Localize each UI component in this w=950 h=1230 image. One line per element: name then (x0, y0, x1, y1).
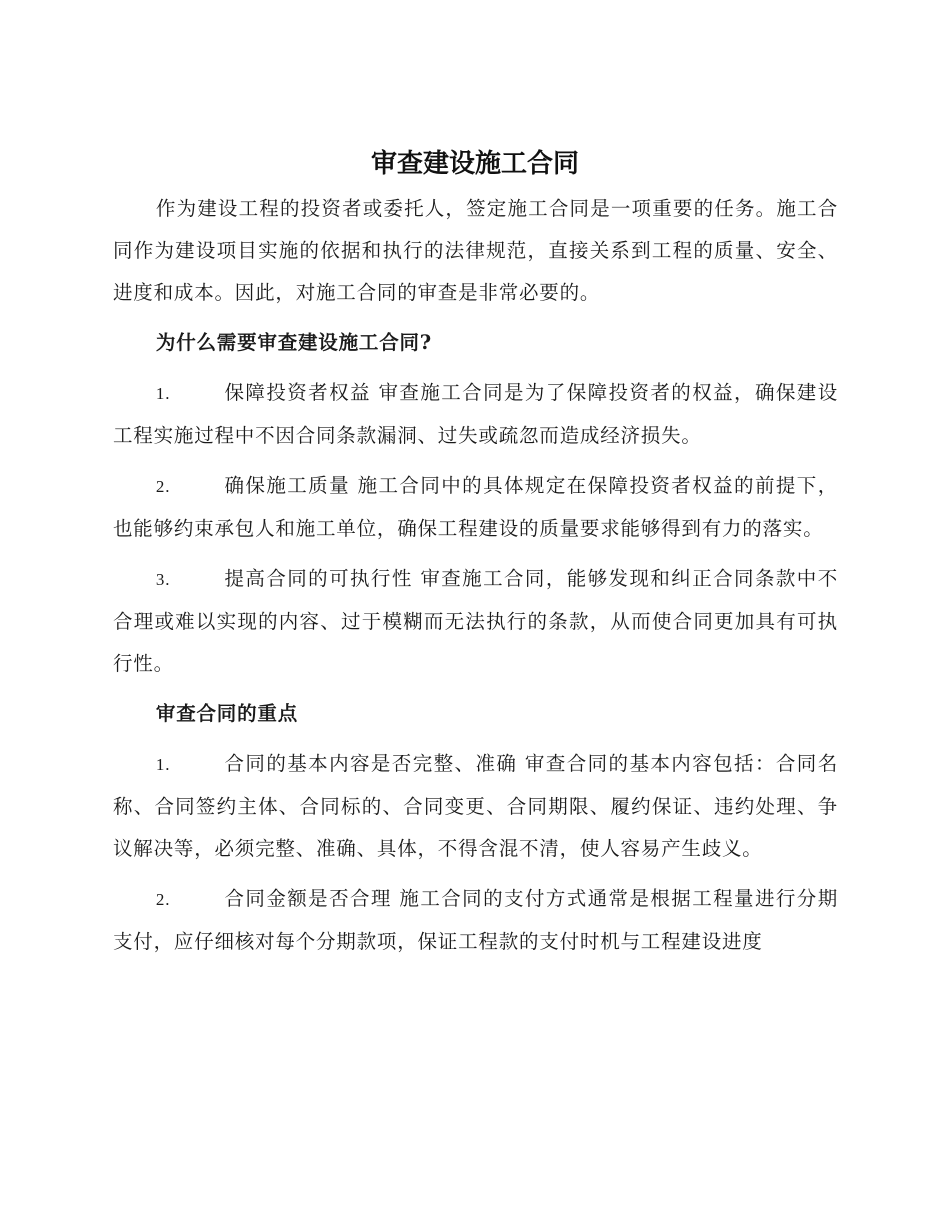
list-item-text: 合同金额是否合理 施工合同的支付方式通常是根据工程量进行分期支付，应仔细核对每个分期款项，保证工程款的支付时机与工程建设进度 (113, 887, 838, 953)
section-heading-why: 为什么需要审查建设施工合同? (155, 331, 433, 354)
list-item-number: 3. (155, 570, 171, 589)
list-item (113, 558, 838, 685)
list-item (113, 465, 838, 550)
list-item-text: 提高合同的可执行性 审查施工合同，能够发现和纠正合同条款中不合理或难以实现的内容、过于模糊而无法执行的条款，从而使合同更加具有可执行性。 (113, 567, 838, 675)
list-item-text: 确保施工质量 施工合同中的具体规定在保障投资者权益的前提下，也能够约束承包人和施工单位，确保工程建设的质量要求能够得到有力的落实。 (113, 474, 838, 540)
section-heading-key-points: 审查合同的重点 (155, 702, 298, 725)
document-title: 审查建设施工合同 (370, 149, 579, 179)
list-item-number: 2. (155, 890, 171, 909)
list-item-number: 2. (155, 477, 171, 496)
list-item-text: 合同的基本内容是否完整、准确 审查合同的基本内容包括：合同名称、合同签约主体、合同标的、合同变更、合同期限、履约保证、违约处理、争议解决等，必须完整、准确、具体，不得含混不清，使人容易产生歧义。 (113, 752, 838, 860)
list-item-number: 1. (155, 384, 171, 403)
document-body (113, 188, 838, 971)
list-item (113, 372, 838, 457)
intro-paragraph: 作为建设工程的投资者或委托人，签定施工合同是一项重要的任务。施工合同作为建设项目实施的依据和执行的法律规范，直接关系到工程的质量、安全、进度和成本。因此，对施工合同的审查是非常必要的。 (113, 197, 838, 304)
list-item (113, 743, 838, 870)
list-item-text: 保障投资者权益 审查施工合同是为了保障投资者的权益，确保建设工程实施过程中不因合同条款漏洞、过失或疏忽而造成经济损失。 (113, 381, 838, 447)
list-item-number: 1. (155, 755, 171, 774)
list-item (113, 878, 838, 963)
